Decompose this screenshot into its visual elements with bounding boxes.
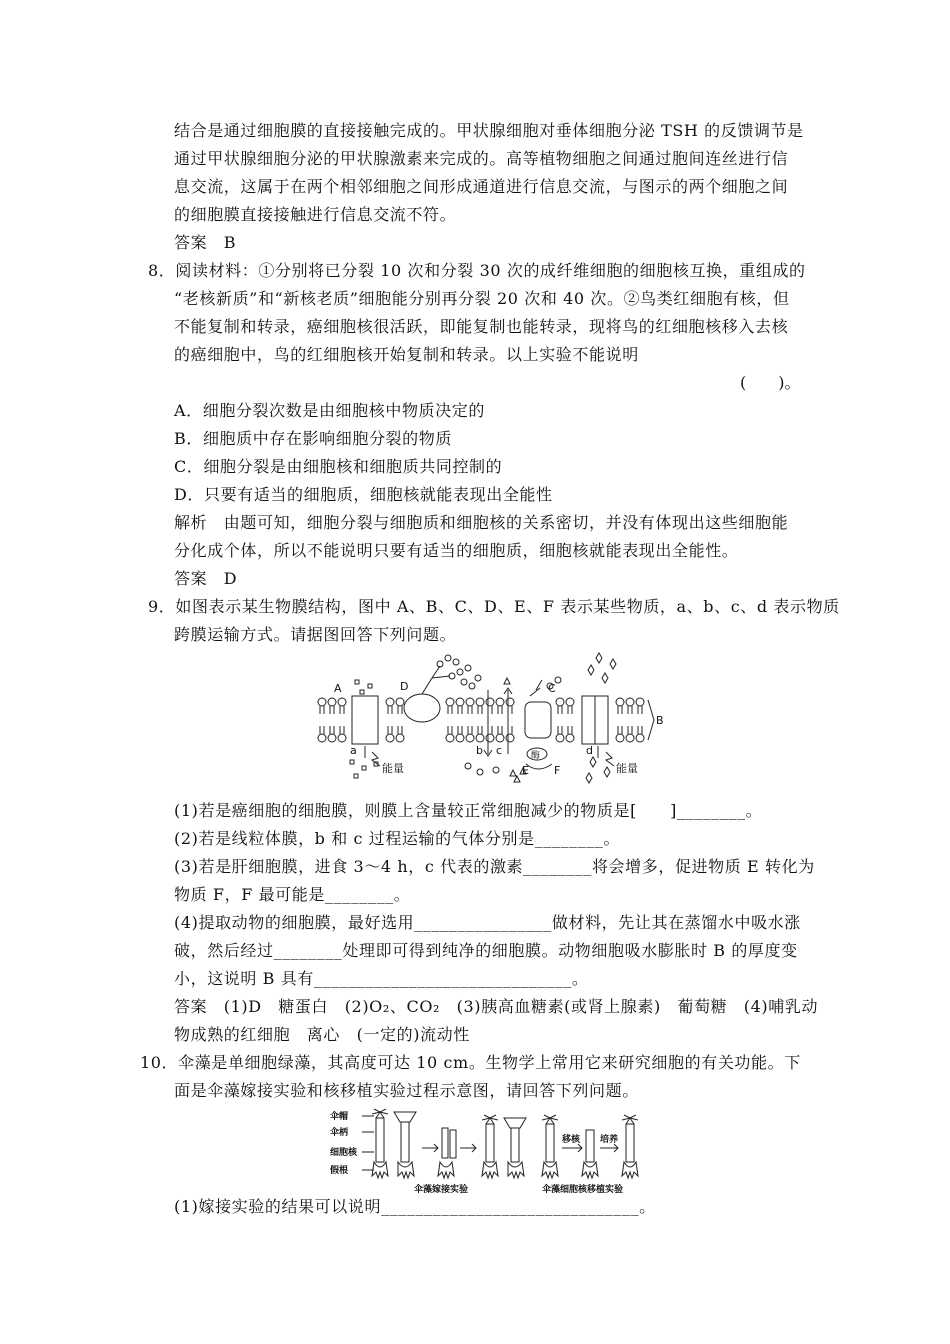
option-b: B．细胞质中存在影响细胞分裂的物质 (174, 429, 452, 448)
question-9-line-2: 跨膜运输方式。请据图回答下列问题。 (174, 625, 457, 644)
option-a: A．细胞分裂次数是由细胞核中物质决定的 (174, 401, 485, 420)
label-a-lower: a (350, 744, 357, 757)
answer-9-line-1: 答案 (1)D 糖蛋白 (2)O₂、CO₂ (3)胰高血糖素(或肾上腺素) 葡萄糖 (4)哺乳动 (174, 997, 819, 1016)
label-c-upper: C (548, 682, 556, 695)
label-e-upper: E (522, 764, 529, 777)
label-transplant-experiment: 伞藻细胞核移植实验 (542, 1185, 624, 1195)
text-line-1: 结合是通过细胞膜的直接接触完成的。甲状腺细胞对垂体细胞分泌 TSH 的反馈调节是 (174, 121, 804, 140)
answer-7: 答案 B (174, 233, 237, 252)
text-line-4: 的细胞膜直接接触进行信息交流不符。 (174, 205, 457, 224)
question-9-sub-4-line-3: 小，这说明 B 具有______________________________。 (174, 969, 589, 988)
question-9-sub-3-line-1: (3)若是肝细胞膜，进食 3～4 h，c 代表的激素________将会增多，促进物质 E 转化为 (174, 857, 815, 876)
option-d: D．只要有适当的细胞质，细胞核就能表现出全能性 (174, 485, 553, 504)
label-b-lower: b (476, 744, 483, 757)
label-f-upper: F (554, 764, 561, 777)
label-energy-right: 能量 (616, 762, 638, 775)
question-8-line-1: 8．阅读材料：①分别将已分裂 10 次和分裂 30 次的成纤维细胞的细胞核互换，重组成的 (148, 261, 806, 280)
label-cap: 伞帽 (330, 1112, 349, 1122)
analysis-8-line-1: 解析 由题可知，细胞分裂与细胞质和细胞核的关系密切，并没有体现出这些细胞能 (174, 513, 789, 532)
text-line-3: 息交流，这属于在两个相邻细胞之间形成通道进行信息交流，与图示的两个细胞之间 (174, 177, 789, 196)
question-8-blank: ( )。 (740, 373, 801, 392)
label-rhizoid: 假根 (330, 1166, 349, 1176)
question-9-sub-3-line-2: 物质 F，F 最可能是________。 (174, 885, 411, 904)
option-c: C．细胞分裂是由细胞核和细胞质共同控制的 (174, 457, 503, 476)
label-graft-experiment: 伞藻嫁接实验 (414, 1185, 469, 1195)
question-9-sub-1: (1)若是癌细胞的细胞膜，则膜上含量较正常细胞减少的物质是[ ]________。 (174, 801, 763, 820)
acetabularia-experiment-figure (330, 1108, 650, 1198)
question-8-line-3: 不能复制和转录，癌细胞核很活跃，即能复制也能转录，现将鸟的红细胞核移入去核 (174, 317, 789, 336)
question-8-line-2: “老核新质”和“新核老质”细胞能分别再分裂 20 次和 40 次。②鸟类红细胞有核，但 (174, 289, 790, 308)
label-d-upper: D (400, 680, 409, 693)
question-10-line-2: 面是伞藻嫁接实验和核移植实验过程示意图，请回答下列问题。 (174, 1081, 639, 1100)
question-9-sub-4-line-2: 破，然后经过________处理即可得到纯净的细胞膜。动物细胞吸水膨胀时 B 的厚度变 (174, 941, 798, 960)
question-10-line-1: 10．伞藻是单细胞绿藻，其高度可达 10 cm。生物学上常用它来研究细胞的有关功能。下 (140, 1053, 801, 1072)
label-culture: 培养 (600, 1135, 619, 1145)
answer-9-line-2: 物成熟的红细胞 离心 (一定的)流动性 (174, 1025, 470, 1044)
text-line-2: 通过甲状腺细胞分泌的甲状腺激素来完成的。高等植物细胞之间通过胞间连丝进行信 (174, 149, 789, 168)
label-d-lower: d (586, 744, 593, 757)
label-nucleus: 细胞核 (330, 1148, 358, 1158)
analysis-8-line-2: 分化成个体，所以不能说明只要有适当的细胞质，细胞核就能表现出全能性。 (174, 541, 739, 560)
question-8-line-4: 的癌细胞中，鸟的红细胞核开始复制和转录。以上实验不能说明 (174, 345, 639, 364)
label-a-upper: A (334, 682, 342, 695)
question-9-line-1: 9．如图表示某生物膜结构，图中 A、B、C、D、E、F 表示某些物质，a、b、c、d 表示物质 (148, 597, 840, 616)
label-stalk: 伞柄 (330, 1128, 349, 1138)
label-energy-left: 能量 (382, 762, 404, 775)
question-10-sub-1: (1)嫁接实验的结果可以说明______________________________。 (174, 1197, 656, 1216)
question-9-sub-2: (2)若是线粒体膜，b 和 c 过程运输的气体分别是________。 (174, 829, 621, 848)
membrane-structure-figure (310, 650, 670, 790)
label-c-lower: c (496, 744, 503, 757)
label-move-nucleus: 移核 (562, 1135, 581, 1145)
label-b-upper: B (656, 714, 664, 727)
question-9-sub-4-line-1: (4)提取动物的细胞膜，最好选用________________做材料，先让其在蒸馏水中吸水涨 (174, 913, 801, 932)
label-enzyme: 酶 (531, 751, 541, 761)
answer-8: 答案 D (174, 569, 238, 588)
